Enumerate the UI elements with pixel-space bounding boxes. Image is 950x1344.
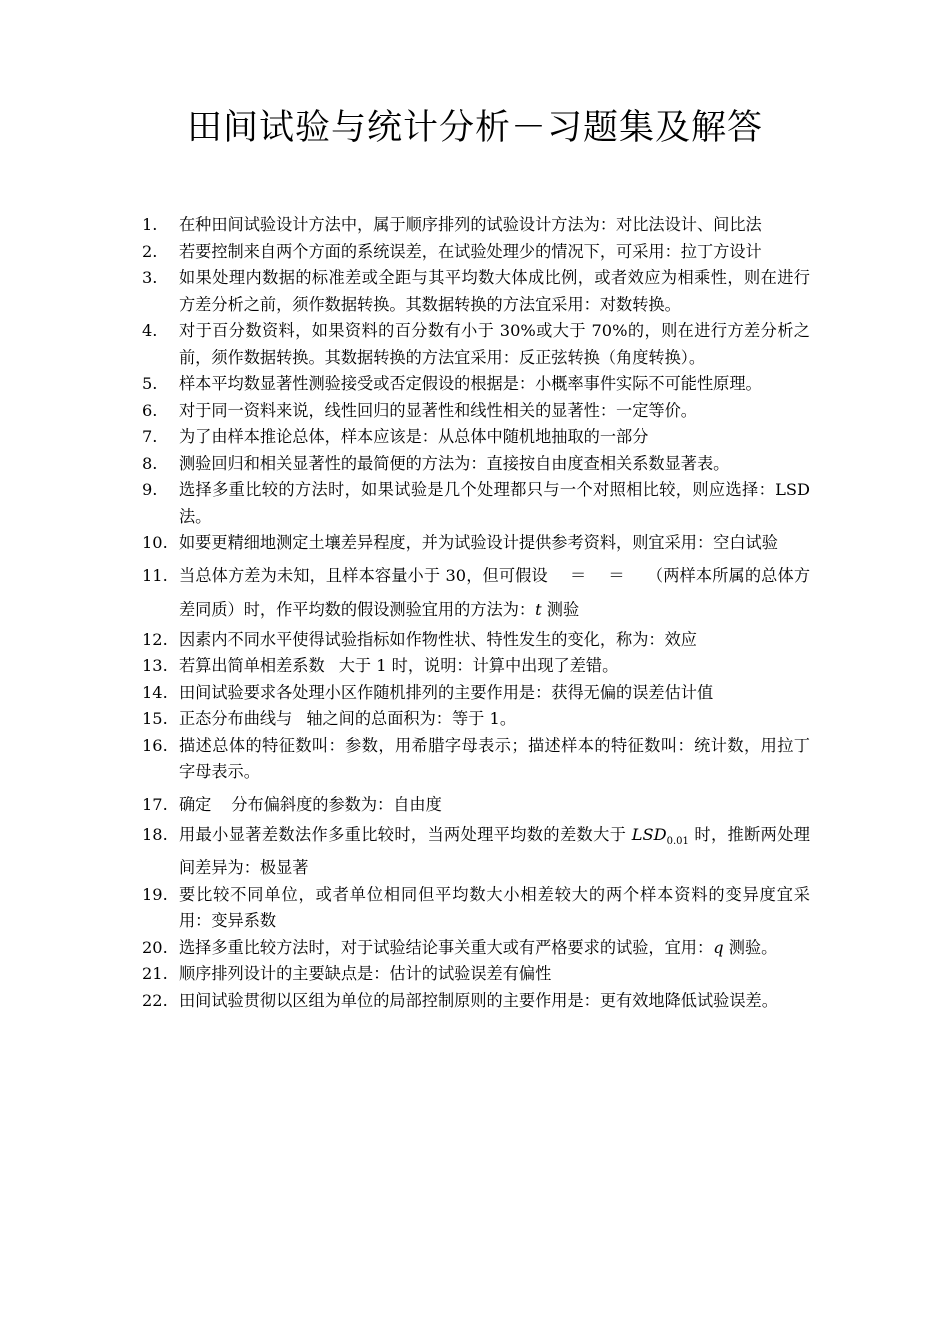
item-number: 11. — [142, 565, 168, 585]
item-number: 22. — [142, 990, 168, 1010]
item-text: 样本平均数显著性测验接受或否定假设的根据是：小概率事件实际不可能性原理。 — [179, 374, 762, 393]
item-number: 18. — [142, 824, 168, 844]
list-item — [142, 706, 810, 733]
item-text — [179, 788, 810, 822]
item-number: 9. — [142, 480, 158, 499]
item-number: 17. — [142, 794, 168, 814]
item-text: 若要控制来自两个方面的系统误差，在试验处理少的情况下，可采用：拉丁方设计 — [179, 241, 762, 261]
item-number: 20. — [142, 937, 168, 957]
item-text: 田间试验贯彻以区组为单位的局部控制原则的主要作用是：更有效地降低试验误差。 — [179, 990, 778, 1010]
item-number: 8. — [142, 453, 158, 473]
item-text-part: 用最小显著差数法作多重比较时，当两处理平均数的差数大于 — [179, 824, 632, 844]
list-item — [142, 988, 810, 1015]
item-number: 12. — [142, 629, 168, 649]
list-item — [142, 882, 810, 935]
item-number: 6. — [142, 400, 158, 420]
item-text: 测验回归和相关显著性的最简便的方法为：直接按自由度查相关系数显著表。 — [179, 453, 730, 473]
list-item — [142, 477, 810, 530]
item-number: 10. — [142, 533, 168, 552]
item-text: 要比较不同单位，或者单位相同但平均数大小相差较大的两个样本资料的变异度宜采用：变异系数 — [179, 884, 810, 931]
list-item — [142, 680, 810, 707]
item-text-part: 轴之间的总面积为：等于 1。 — [306, 709, 517, 728]
item-number: 3. — [142, 268, 158, 287]
list-item — [142, 627, 810, 654]
equals-sign: ＝ — [569, 565, 587, 585]
item-text: 如要更精细地测定土壤差异程度，并为试验设计提供参考资料，则宜采用：空白试验 — [179, 533, 778, 552]
math-variable: q — [713, 937, 724, 957]
item-number: 16. — [142, 735, 168, 755]
item-text-part: 分布偏斜度的参数为：自由度 — [231, 794, 442, 814]
math-subscript: 0.01 — [666, 835, 689, 847]
item-text-part: 选择多重比较方法时，对于试验结论事关重大或有严格要求的试验，宜用： — [179, 937, 714, 957]
list-item — [142, 961, 810, 988]
list-item — [142, 265, 810, 318]
item-text: 在种田间试验设计方法中，属于顺序排列的试验设计方法为：对比法设计、间比法 — [179, 215, 762, 234]
list-item — [142, 935, 810, 962]
list-item — [142, 371, 810, 398]
list-item — [142, 424, 810, 451]
item-number: 1. — [142, 215, 158, 234]
item-text-part: 时，推断两处理间差异为：极显著 — [179, 824, 810, 878]
item-text-part: 测验 — [541, 599, 580, 619]
item-text — [179, 653, 810, 680]
item-text: 描述总体的特征数叫：参数，用希腊字母表示；描述样本的特征数叫：统计数，用拉丁字母表示。 — [179, 735, 810, 781]
list-item — [142, 559, 810, 627]
equals-sign: ＝ — [608, 565, 625, 585]
math-variable: t — [535, 599, 542, 619]
item-text: 为了由样本推论总体，样本应该是：从总体中随机地抽取的一部分 — [179, 427, 649, 446]
item-number: 19. — [142, 884, 168, 904]
item-text-part: 当总体方差为未知，且样本容量小于 30，但可假设 — [179, 565, 548, 585]
list-item — [142, 733, 810, 786]
item-number: 5. — [142, 374, 158, 393]
item-number: 14. — [142, 682, 168, 702]
list-item — [142, 212, 810, 239]
math-variable: LSD — [631, 824, 667, 844]
list-item — [142, 788, 810, 822]
item-text-part: 若算出简单相差系数 — [179, 656, 325, 675]
item-text: 因素内不同水平使得试验指标如作物性状、特性发生的变化，称为：效应 — [179, 629, 697, 649]
item-text — [179, 822, 810, 882]
list-item — [142, 239, 810, 266]
list-item — [142, 318, 810, 371]
item-number: 7. — [142, 427, 158, 446]
item-text — [179, 935, 810, 962]
list-item — [142, 653, 810, 680]
item-number: 15. — [142, 709, 168, 728]
item-text: 对于百分数资料，如果资料的百分数有小于 30%或大于 70%的，则在进行方差分析之前，须作数据转换。其数据转换的方法宜采用：反正弦转换（角度转换）。 — [179, 321, 810, 367]
item-text-part: （两样本所属的总体方差同质）时，作平均数的假设测验宜用的方法为： — [179, 565, 811, 619]
item-number: 2. — [142, 241, 158, 261]
document-title: 田间试验与统计分析－习题集及解答 — [186, 108, 763, 148]
item-text-part: 确定 — [179, 794, 212, 814]
question-list — [142, 212, 810, 1014]
list-item — [142, 451, 810, 478]
list-item — [142, 822, 810, 882]
item-text: 如果处理内数据的标准差或全距与其平均数大体成比例，或者效应为相乘性，则在进行方差分析之前，须作数据转换。其数据转换的方法宜采用：对数转换。 — [179, 268, 810, 314]
item-number: 13. — [142, 656, 168, 675]
item-text — [179, 706, 810, 733]
item-text: 顺序排列设计的主要缺点是：估计的试验误差有偏性 — [179, 964, 552, 984]
item-text-part: 大于 1 时，说明：计算中出现了差错。 — [338, 656, 619, 675]
item-text: 选择多重比较的方法时，如果试验是几个处理都只与一个对照相比较，则应选择：LSD 法。 — [179, 480, 810, 526]
item-number: 4. — [142, 321, 158, 340]
item-text: 对于同一资料来说，线性回归的显著性和线性相关的显著性：一定等价。 — [179, 400, 697, 420]
item-text-part: 正态分布曲线与 — [179, 709, 293, 728]
item-number: 21. — [142, 964, 168, 984]
list-item — [142, 398, 810, 425]
item-text: 田间试验要求各处理小区作随机排列的主要作用是：获得无偏的误差估计值 — [179, 682, 714, 702]
list-item — [142, 530, 810, 557]
item-text — [179, 559, 810, 627]
item-text-part: 测验。 — [723, 937, 778, 957]
